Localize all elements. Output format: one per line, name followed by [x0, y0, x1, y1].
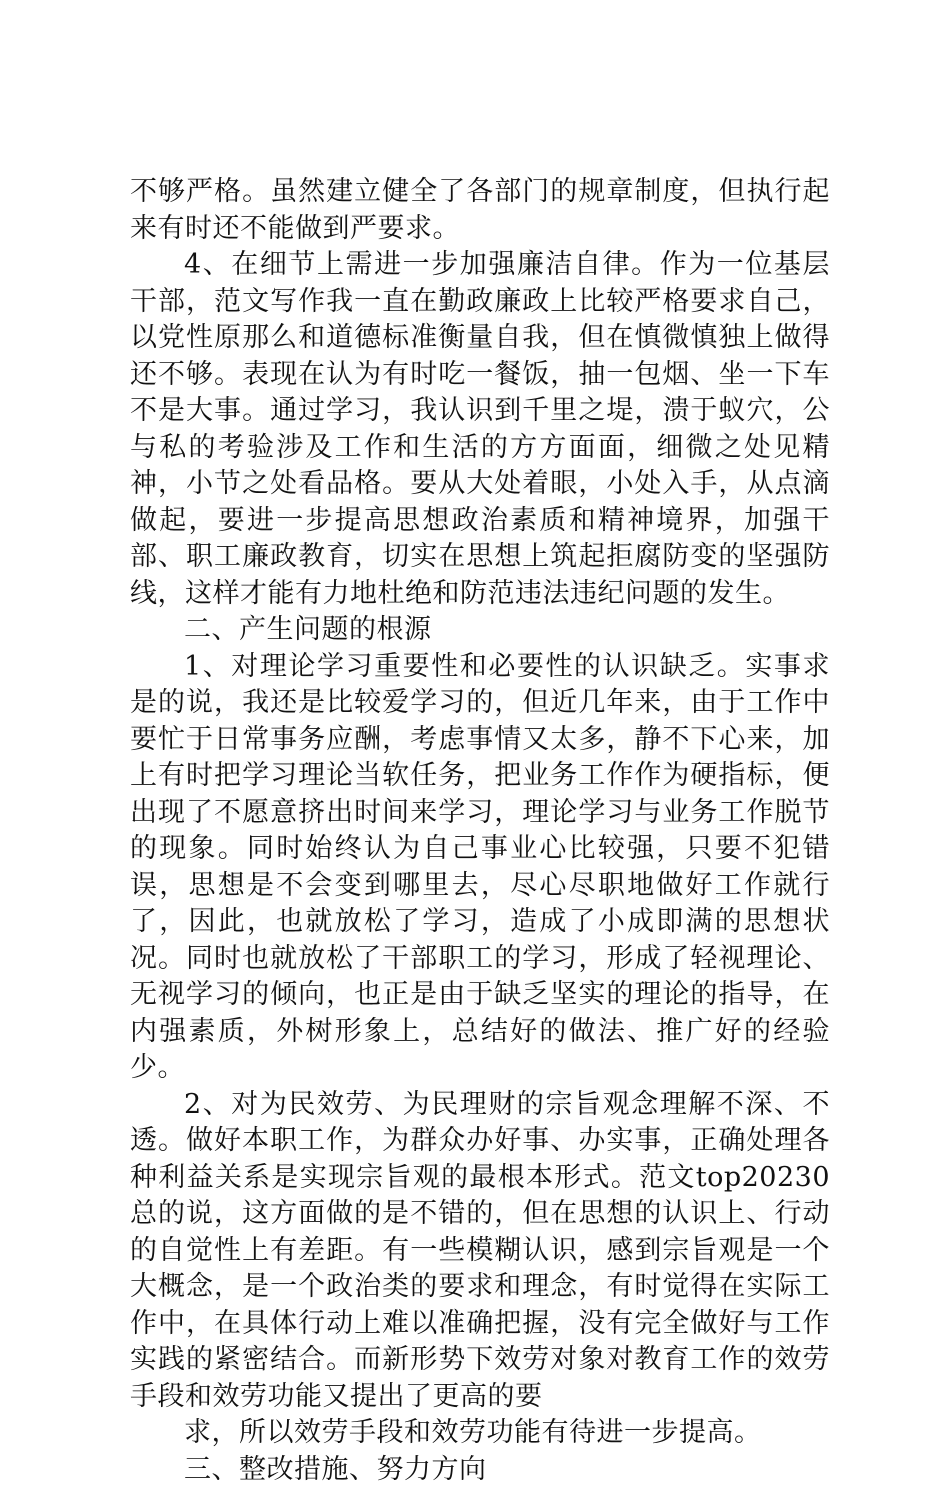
paragraph-self-discipline: 4、在细节上需进一步加强廉洁自律。作为一位基层干部，范文写作我一直在勤政廉政上比较严格要求自己，以党性原那么和道德标准衡量自我，但在慎微慎独上做得还不够。表现在认为有时吃一餐饭，抽一包烟、坐一下车不是大事。通过学习，我认识到千里之堤，溃于蚁穴，公与私的考验涉及工作和生活的方方面面，细微之处见精神，小节之处看品格。要从大处着眼，小处入手，从点滴做起，要进一步提高思想政治素质和精神境界，加强干部、职工廉政教育，切实在思想上筑起拒腐防变的坚强防线，这样才能有力地杜绝和防范违法违纪问题的发生。: [130, 247, 830, 612]
paragraph-continuation: 不够严格。虽然建立健全了各部门的规章制度，但执行起来有时还不能做到严要求。: [130, 174, 830, 247]
document-page: [130, 174, 830, 1488]
paragraph-service-concept: 2、对为民效劳、为民理财的宗旨观念理解不深、不透。做好本职工作，为群众办好事、办实事，正确处理各种利益关系是实现宗旨观的最根本形式。范文top20230总的说，这方面做的是不错的，但在思想的认识上、行动的自觉性上有差距。有一些模糊认识，感到宗旨观是一个大概念，是一个政治类的要求和理念，有时觉得在实际工作中，在具体行动上难以准确把握，没有完全做好与工作实践的紧密结合。而新形势下效劳对象对教育工作的效劳手段和效劳功能又提出了更高的要: [130, 1087, 830, 1416]
paragraph-theory-study: 1、对理论学习重要性和必要性的认识缺乏。实事求是的说，我还是比较爱学习的，但近几年来，由于工作中要忙于日常事务应酬，考虑事情又太多，静不下心来，加上有时把学习理论当软任务，把业务工作作为硬指标，便出现了不愿意挤出时间来学习，理论学习与业务工作脱节的现象。同时始终认为自己事业心比较强，只要不犯错误，思想是不会变到哪里去，尽心尽职地做好工作就行了，因此，也就放松了学习，造成了小成即满的思想状况。同时也就放松了干部职工的学习，形成了轻视理论、无视学习的倾向，也正是由于缺乏坚实的理论的指导，在内强素质，外树形象上，总结好的做法、推广好的经验少。: [130, 649, 830, 1087]
section-heading-root-causes: 二、产生问题的根源: [130, 612, 830, 649]
paragraph-service-improvement: 求，所以效劳手段和效劳功能有待进一步提高。: [130, 1415, 830, 1452]
section-heading-rectification: 三、整改措施、努力方向: [130, 1452, 830, 1488]
